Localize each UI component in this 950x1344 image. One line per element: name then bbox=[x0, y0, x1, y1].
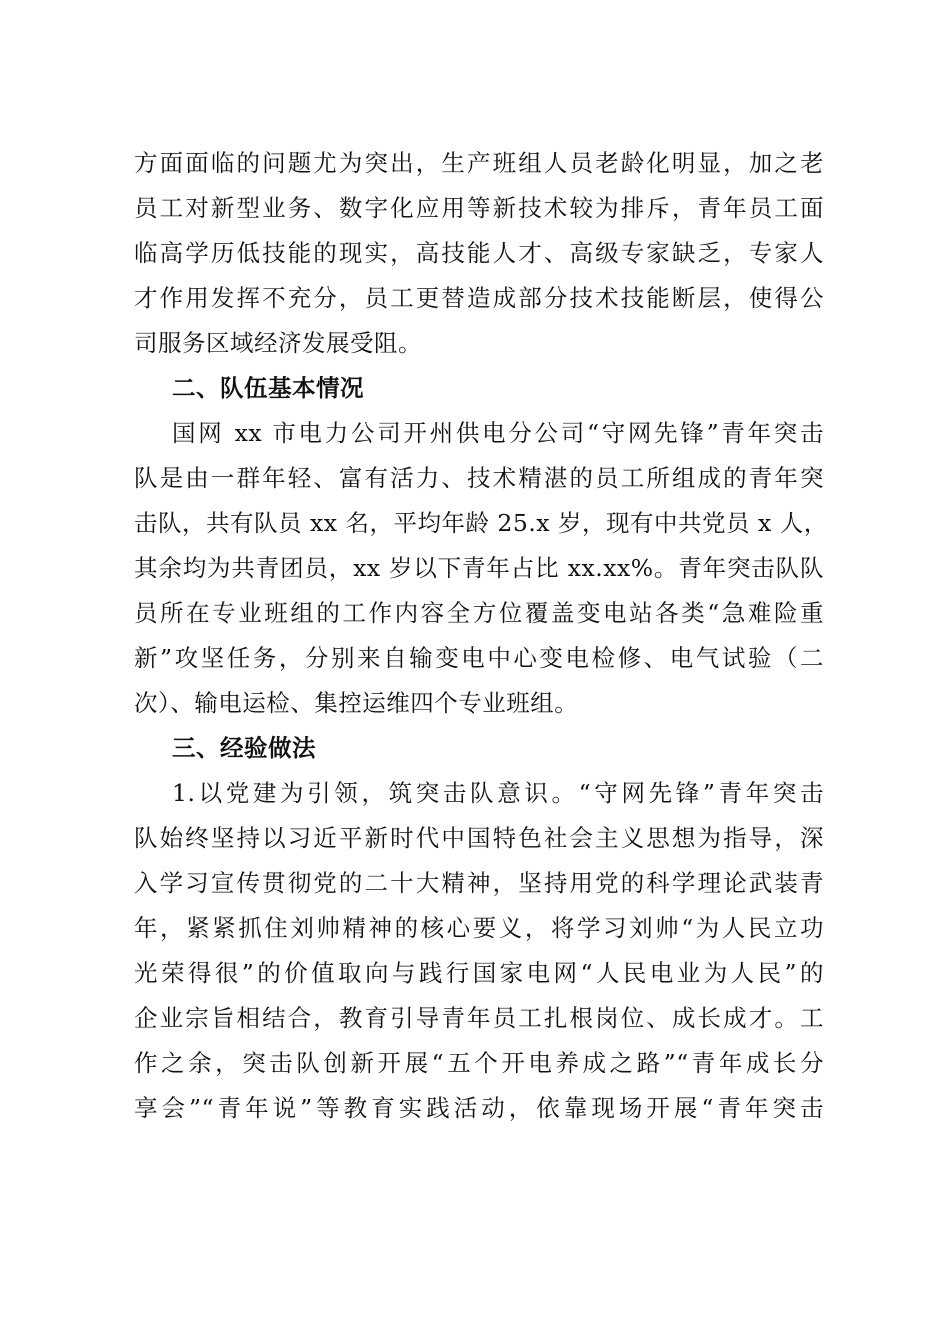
text-line: 员所在专业班组的工作内容全方位覆盖变电站各类“急难险重 bbox=[134, 599, 824, 627]
text-line: 其余均为共青团员，xx 岁以下青年占比 xx.xx%。青年突击队队 bbox=[134, 554, 824, 582]
text-line: 才作用发挥不充分，员工更替造成部分技术技能断层，使得公 bbox=[134, 284, 824, 312]
text-line: 司服务区域经济发展受阻。 bbox=[134, 329, 422, 357]
text-line: 击队，共有队员 xx 名，平均年龄 25.x 岁，现有中共党员 x 人， bbox=[134, 509, 828, 537]
paragraph-2 bbox=[134, 411, 828, 726]
text-line: 临高学历低技能的现实，高技能人才、高级专家缺乏，专家人 bbox=[134, 239, 824, 267]
section-heading-3: 三、经验做法 bbox=[172, 734, 316, 762]
text-line: 国网 xx 市电力公司开州供电分公司“守网先锋”青年突击 bbox=[172, 419, 824, 447]
text-line: 入学习宣传贯彻党的二十大精神，坚持用党的科学理论武装青 bbox=[134, 869, 824, 897]
text-line: 次）、输电运检、集控运维四个专业班组。 bbox=[134, 689, 579, 717]
text-line: 作之余，突击队创新开展“五个开电养成之路”“青年成长分 bbox=[134, 1049, 824, 1077]
text-line: 年，紧紧抓住刘帅精神的核心要义，将学习刘帅“为人民立功 bbox=[134, 914, 824, 942]
text-line: 1.以党建为引领，筑突击队意识。“守网先锋”青年突击 bbox=[172, 779, 824, 807]
text-line: 新”攻坚任务，分别来自输变电中心变电检修、电气试验（二 bbox=[134, 644, 824, 672]
section-heading-2: 二、队伍基本情况 bbox=[172, 374, 364, 402]
text-line: 企业宗旨相结合，教育引导青年员工扎根岗位、成长成才。工 bbox=[134, 1004, 824, 1032]
text-line: 享会”“青年说”等教育实践活动，依靠现场开展“青年突击 bbox=[134, 1094, 824, 1122]
text-line: 员工对新型业务、数字化应用等新技术较为排斥，青年员工面 bbox=[134, 194, 824, 222]
text-line: 方面面临的问题尤为突出，生产班组人员老龄化明显，加之老 bbox=[134, 149, 824, 177]
document-body bbox=[134, 141, 828, 1131]
paragraph-1 bbox=[134, 141, 824, 366]
paragraph-3 bbox=[134, 771, 824, 1131]
text-line: 光荣得很”的价值取向与践行国家电网“人民电业为人民”的 bbox=[134, 959, 824, 987]
text-line: 队是由一群年轻、富有活力、技术精湛的员工所组成的青年突 bbox=[134, 464, 824, 492]
text-line: 队始终坚持以习近平新时代中国特色社会主义思想为指导，深 bbox=[134, 824, 824, 852]
